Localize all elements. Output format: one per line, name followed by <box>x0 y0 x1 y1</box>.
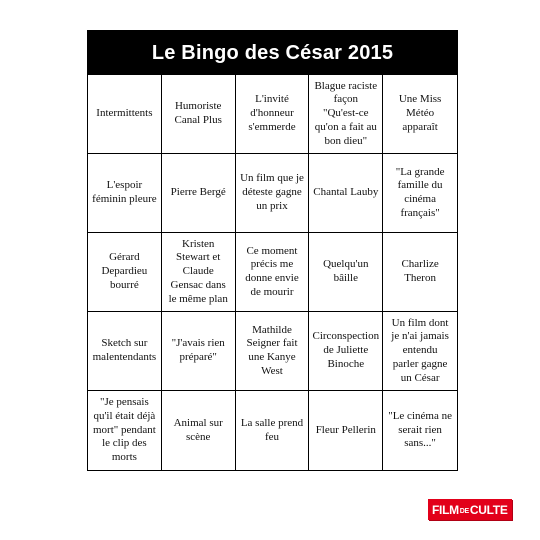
bingo-cell: "La grande famille du cinéma français" <box>383 154 457 233</box>
bingo-cell: "J'avais rien préparé" <box>162 312 236 391</box>
bingo-cell: Intermittents <box>88 75 162 154</box>
bingo-card <box>87 30 458 471</box>
bingo-cell: Pierre Bergé <box>162 154 236 233</box>
bingo-cell: "Le cinéma ne serait rien sans..." <box>388 409 452 450</box>
bingo-cell: La salle prend feu <box>236 391 310 470</box>
logo-culte-text: CULTE <box>469 502 508 517</box>
bingo-cell: Un film dont je n'ai jamais entendu parler gagne un César <box>383 312 457 391</box>
bingo-cell: L'invité d'honneur s'emmerde <box>236 75 310 154</box>
logo-film-text: FILM <box>432 502 459 517</box>
bingo-cell: L'espoir féminin pleure <box>88 154 162 233</box>
bingo-cell: Blague raciste façon "Qu'est-ce qu'on a fait au bon dieu" <box>309 75 383 154</box>
bingo-cell: Chantal Lauby <box>309 154 383 233</box>
bingo-cell: Un film que je déteste gagne un prix <box>236 154 310 233</box>
bingo-cell: Quelqu'un bâille <box>309 233 383 312</box>
bingo-cell: Une Miss Météo apparaît <box>383 75 457 154</box>
bingo-cell: Sketch sur malentendants <box>88 312 162 391</box>
bingo-cell: Kristen Stewart et Claude Gensac dans le même plan <box>162 233 236 312</box>
bingo-cell: Fleur Pellerin <box>309 391 383 470</box>
bingo-cell: "Je pensais qu'il était déjà mort" pendant le clip des morts <box>88 391 162 470</box>
bingo-cell: Mathilde Seigner fait une Kanye West <box>236 312 310 391</box>
bingo-cell: Animal sur scène <box>162 391 236 470</box>
bingo-cell: Ce moment précis me donne envie de mourir <box>236 233 310 312</box>
logo-de-text: DE <box>459 508 469 515</box>
bingo-cell: Gérard Depardieu bourré <box>88 233 162 312</box>
bingo-cell: Humoriste Canal Plus <box>162 75 236 154</box>
bingo-cell: Circonspection de Juliette Binoche <box>309 312 383 391</box>
bingo-cell: Charlize Theron <box>383 233 457 312</box>
film-de-culte-logo <box>428 499 512 520</box>
bingo-title: Le Bingo des César 2015 <box>88 31 457 75</box>
bingo-grid <box>88 75 457 470</box>
